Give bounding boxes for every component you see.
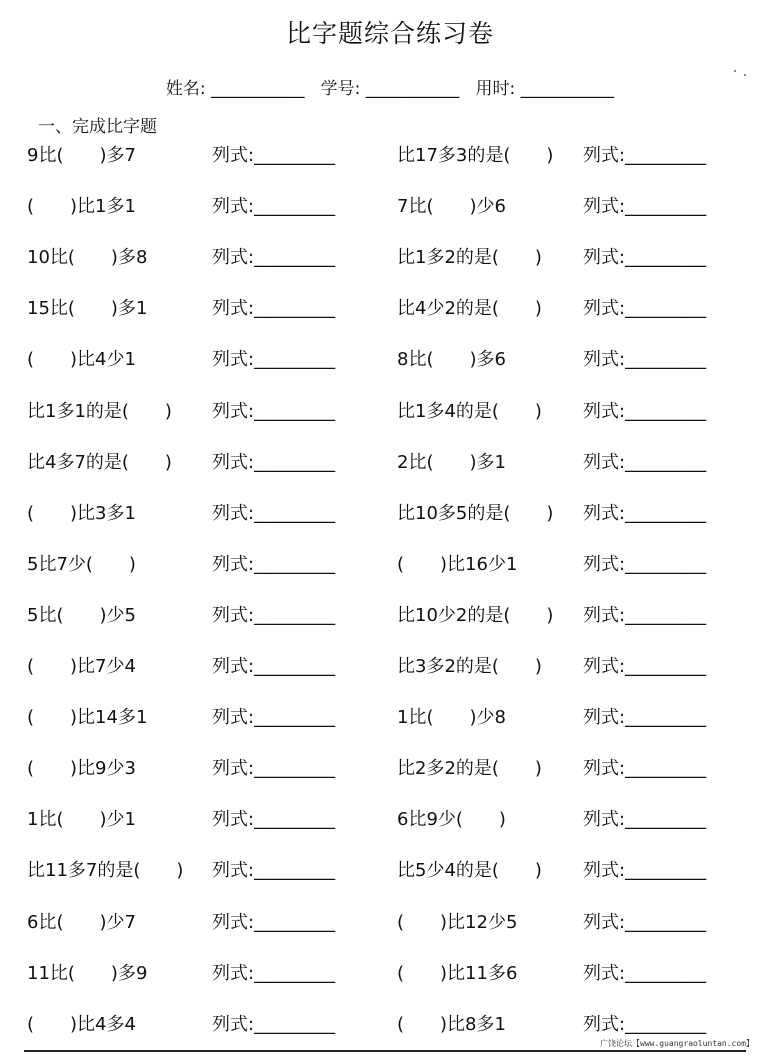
formula-blank[interactable]: 列式:_________	[583, 503, 707, 524]
formula-blank[interactable]: 列式:_________	[212, 758, 336, 779]
question-left: ( )比9少3	[27, 758, 136, 779]
formula-blank[interactable]: 列式:_________	[212, 452, 336, 473]
question-right: 比17多3的是( )	[397, 145, 554, 166]
formula-blank[interactable]: 列式:_________	[583, 196, 707, 217]
formula-blank[interactable]: 列式:_________	[212, 554, 336, 575]
question-left: ( )比7少4	[27, 656, 136, 677]
formula-blank[interactable]: 列式:_________	[212, 912, 336, 933]
question-left: 11比( )多9	[27, 963, 148, 984]
question-left: 比1多1的是( )	[27, 401, 172, 422]
question-right: ( )比12少5	[397, 912, 518, 933]
formula-blank[interactable]: 列式:_________	[212, 1014, 336, 1035]
formula-blank[interactable]: 列式:_________	[583, 912, 707, 933]
question-left: 1比( )少1	[27, 809, 136, 830]
question-right: ( )比16少1	[397, 554, 518, 575]
question-left: 比11多7的是( )	[27, 860, 184, 881]
formula-blank[interactable]: 列式:_________	[212, 605, 336, 626]
formula-blank[interactable]: 列式:_________	[583, 605, 707, 626]
formula-blank[interactable]: 列式:_________	[212, 656, 336, 677]
formula-blank[interactable]: 列式:_________	[583, 349, 707, 370]
question-left: ( )比3多1	[27, 503, 136, 524]
formula-blank[interactable]: 列式:_________	[583, 401, 707, 422]
formula-blank[interactable]: 列式:_________	[212, 707, 336, 728]
footer-rule	[24, 1050, 746, 1052]
formula-blank[interactable]: 列式:_________	[583, 247, 707, 268]
formula-blank[interactable]: 列式:_________	[583, 452, 707, 473]
question-left: ( )比1多1	[27, 196, 136, 217]
question-right: 比5少4的是( )	[397, 860, 542, 881]
page-title: 比字题综合练习卷	[285, 19, 494, 48]
student-info-line: 姓名: ___________ 学号: ___________ 用时: ___________	[165, 79, 615, 99]
question-right: 比10多5的是( )	[397, 503, 554, 524]
formula-blank[interactable]: 列式:_________	[212, 349, 336, 370]
question-right: 6比9少( )	[397, 809, 506, 830]
formula-blank[interactable]: 列式:_________	[583, 656, 707, 677]
question-right: 比4少2的是( )	[397, 298, 542, 319]
formula-blank[interactable]: 列式:_________	[212, 196, 336, 217]
question-right: 比1多4的是( )	[397, 401, 542, 422]
question-left: 6比( )少7	[27, 912, 136, 933]
formula-blank[interactable]: 列式:_________	[583, 554, 707, 575]
formula-blank[interactable]: 列式:_________	[212, 963, 336, 984]
question-right: 比3多2的是( )	[397, 656, 542, 677]
formula-blank[interactable]: 列式:_________	[583, 145, 707, 166]
formula-blank[interactable]: 列式:_________	[212, 298, 336, 319]
question-left: 10比( )多8	[27, 247, 148, 268]
question-left: 比4多7的是( )	[27, 452, 172, 473]
formula-blank[interactable]: 列式:_________	[583, 758, 707, 779]
section-heading: 一、完成比字题	[38, 117, 157, 137]
question-right: 8比( )多6	[397, 349, 506, 370]
formula-blank[interactable]: 列式:_________	[212, 401, 336, 422]
question-right: ( )比8多1	[397, 1014, 506, 1035]
formula-blank[interactable]: 列式:_________	[212, 860, 336, 881]
scan-speck	[734, 70, 736, 72]
formula-blank[interactable]: 列式:_________	[212, 247, 336, 268]
formula-blank[interactable]: 列式:_________	[583, 963, 707, 984]
question-left: 5比( )少5	[27, 605, 136, 626]
question-left: 5比7少( )	[27, 554, 136, 575]
question-right: 比1多2的是( )	[397, 247, 542, 268]
formula-blank[interactable]: 列式:_________	[583, 809, 707, 830]
question-right: 2比( )多1	[397, 452, 506, 473]
formula-blank[interactable]: 列式:_________	[583, 1014, 707, 1035]
watermark: 广饶论坛【www.guangraoluntan.com】	[600, 1039, 754, 1048]
question-right: ( )比11多6	[397, 963, 518, 984]
question-left: 15比( )多1	[27, 298, 148, 319]
scan-speck	[744, 74, 746, 76]
question-left: 9比( )多7	[27, 145, 136, 166]
question-right: 比10少2的是( )	[397, 605, 554, 626]
formula-blank[interactable]: 列式:_________	[583, 707, 707, 728]
formula-blank[interactable]: 列式:_________	[212, 145, 336, 166]
formula-blank[interactable]: 列式:_________	[212, 809, 336, 830]
question-right: 1比( )少8	[397, 707, 506, 728]
question-left: ( )比14多1	[27, 707, 148, 728]
formula-blank[interactable]: 列式:_________	[212, 503, 336, 524]
question-right: 7比( )少6	[397, 196, 506, 217]
formula-blank[interactable]: 列式:_________	[583, 860, 707, 881]
question-right: 比2多2的是( )	[397, 758, 542, 779]
formula-blank[interactable]: 列式:_________	[583, 298, 707, 319]
question-left: ( )比4多4	[27, 1014, 136, 1035]
question-left: ( )比4少1	[27, 349, 136, 370]
